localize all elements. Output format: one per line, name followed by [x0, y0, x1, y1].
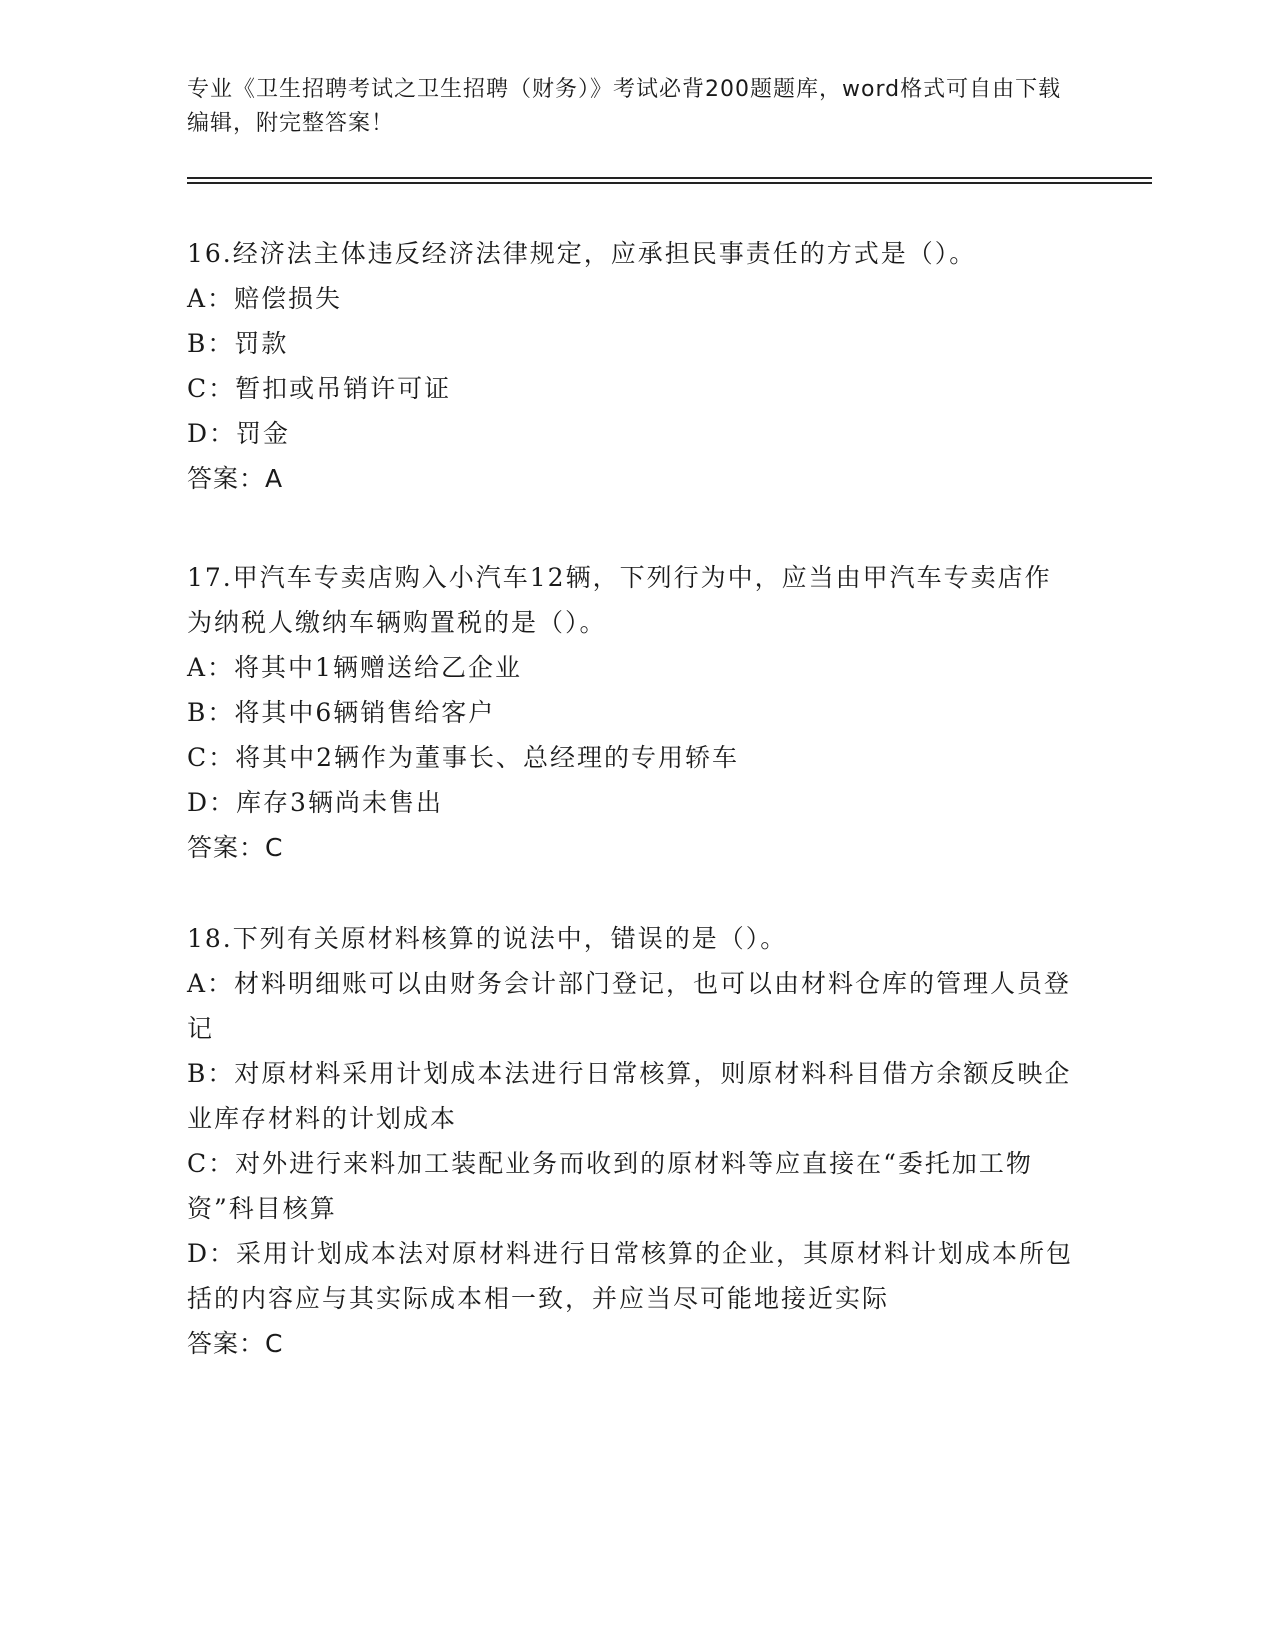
question-17 — [187, 555, 1077, 870]
option-d: D：库存3辆尚未售出 — [187, 788, 443, 817]
header-divider-top — [187, 177, 1152, 179]
option-a: A：将其中1辆赠送给乙企业 — [187, 653, 522, 682]
option-b: B：罚款 — [187, 329, 289, 358]
option-c: C：对外进行来料加工装配业务而收到的原材料等应直接在“委托加工物资”科目核算 — [187, 1149, 1033, 1223]
option-d: D：罚金 — [187, 419, 291, 448]
header-divider-bottom — [187, 182, 1152, 184]
option-c: C：将其中2辆作为董事长、总经理的专用轿车 — [187, 743, 740, 772]
option-c: C：暂扣或吊销许可证 — [187, 374, 452, 403]
answer-label: 答案：A — [187, 464, 284, 493]
answer-label: 答案：C — [187, 833, 284, 862]
question-16 — [187, 231, 1077, 501]
document-header — [187, 73, 1067, 141]
question-18 — [187, 916, 1077, 1366]
question-stem: 16.经济法主体违反经济法律规定，应承担民事责任的方式是（）。 — [187, 239, 977, 268]
question-stem: 18.下列有关原材料核算的说法中，错误的是（）。 — [187, 924, 788, 953]
option-a: A：赔偿损失 — [187, 284, 343, 313]
header-text: 专业《卫生招聘考试之卫生招聘（财务）》考试必背200题题库，word格式可自由下载编辑，附完整答案！ — [187, 77, 1062, 136]
option-b: B：对原材料采用计划成本法进行日常核算，则原材料科目借方余额反映企业库存材料的计划成本 — [187, 1059, 1072, 1133]
option-a: A：材料明细账可以由财务会计部门登记，也可以由材料仓库的管理人员登记 — [187, 969, 1072, 1043]
option-d: D：采用计划成本法对原材料进行日常核算的企业，其原材料计划成本所包括的内容应与其实际成本相一致，并应当尽可能地接近实际 — [187, 1239, 1074, 1313]
question-stem: 17.甲汽车专卖店购入小汽车12辆，下列行为中，应当由甲汽车专卖店作为纳税人缴纳车辆购置税的是（）。 — [187, 563, 1052, 637]
option-b: B：将其中6辆销售给客户 — [187, 698, 496, 727]
answer-label: 答案：C — [187, 1329, 284, 1358]
